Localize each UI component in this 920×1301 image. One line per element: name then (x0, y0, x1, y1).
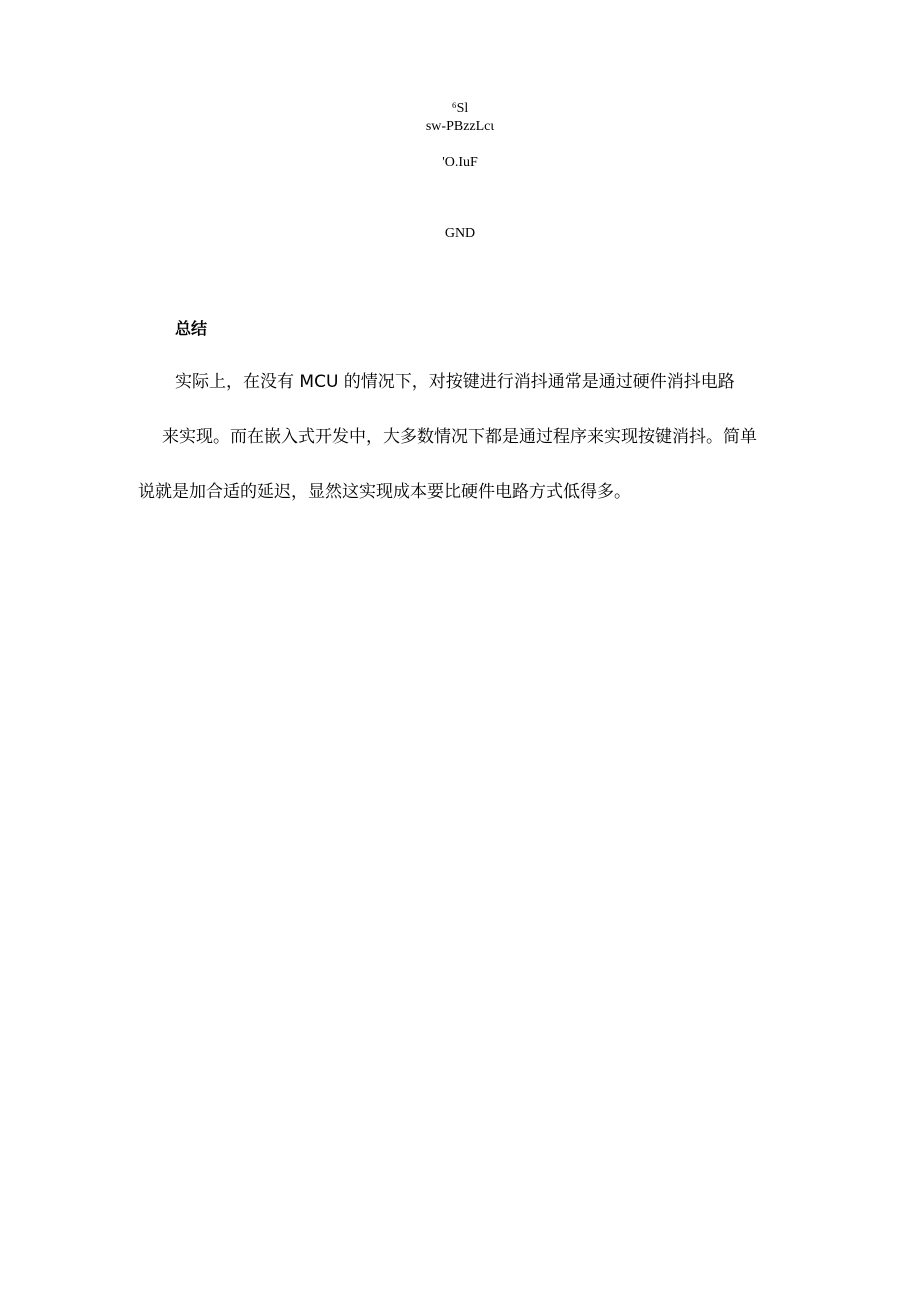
section-heading: 总结 (175, 319, 208, 338)
paragraph-line: 实际上，在没有 MCU 的情况下，对按键进行消抖通常是通过硬件消抖电路 (175, 372, 735, 392)
diagram-label-s1: ⁶Sl (451, 101, 469, 116)
diagram-label-gnd: GND (444, 226, 476, 241)
diagram-label-switch: sw-PBzzLcι (425, 119, 495, 134)
diagram-label-capacitor: 'O.IuF (442, 155, 478, 170)
paragraph-line: 说就是加合适的延迟，显然这实现成本要比硬件电路方式低得多。 (138, 482, 631, 502)
paragraph-line: 来实现。而在嵌入式开发中，大多数情况下都是通过程序来实现按键消抖。简单 (162, 427, 757, 447)
